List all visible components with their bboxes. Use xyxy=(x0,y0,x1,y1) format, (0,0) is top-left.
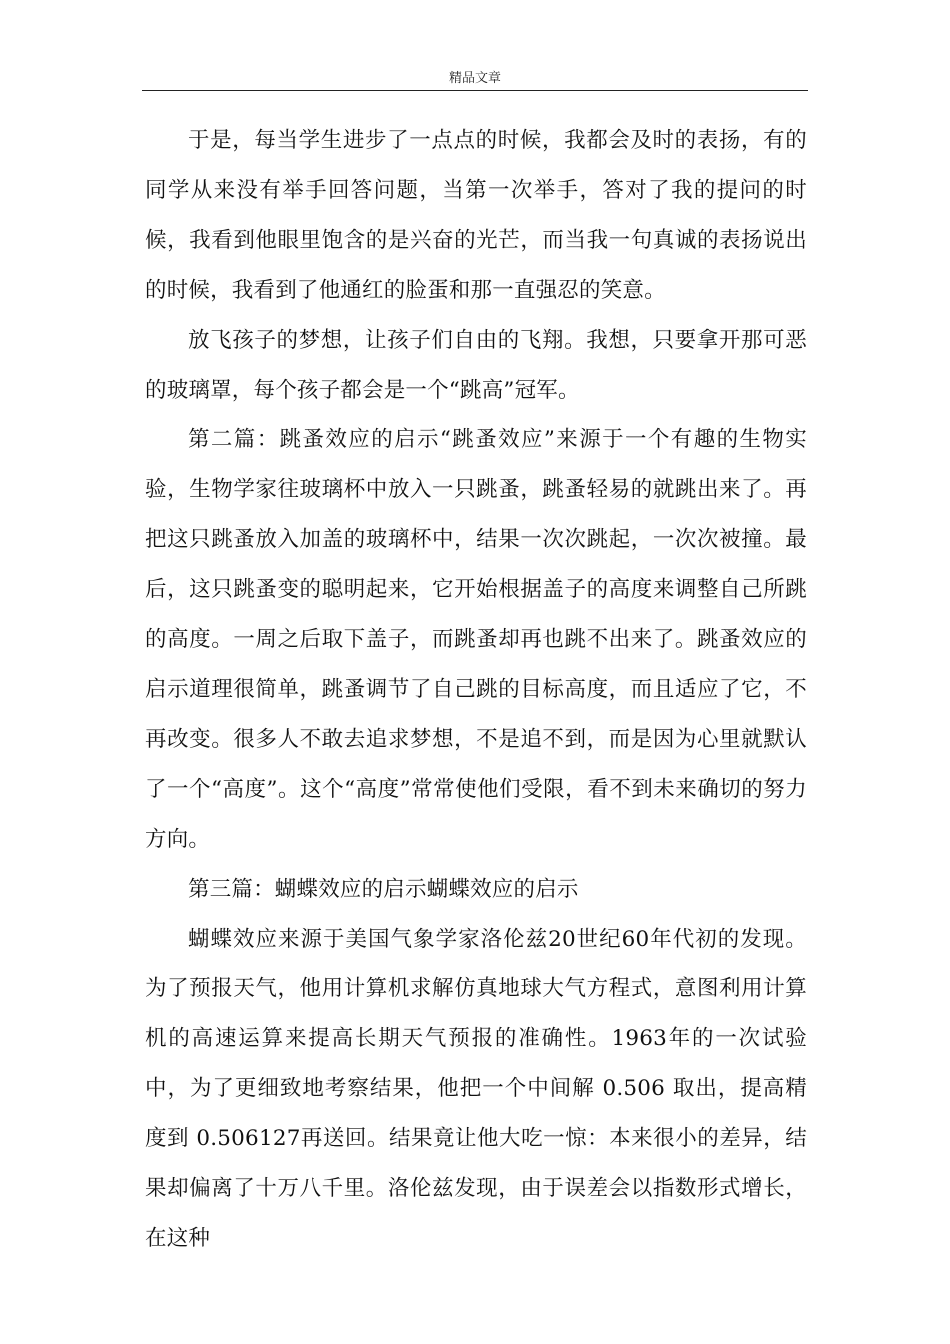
header-divider xyxy=(142,90,808,91)
paragraph-free-dreams: 放飞孩子的梦想，让孩子们自由的飞翔。我想，只要拿开那可恶的玻璃罩，每个孩子都会是一个“跳高”冠军。 xyxy=(145,327,807,403)
document-body xyxy=(145,116,807,1264)
paragraph-flea-effect: 第二篇：跳蚤效应的启示“跳蚤效应”来源于一个有趣的生物实验，生物学家往玻璃杯中放入一只跳蚤，跳蚤轻易的就跳出来了。再把这只跳蚤放入加盖的玻璃杯中，结果一次次跳起，一次次被撞。最后，这只跳蚤变的聪明起来，它开始根据盖子的高度来调整自己所跳的高度。一周之后取下盖子，而跳蚤却再也跳不出来了。跳蚤效应的启示道理很简单，跳蚤调节了自己跳的目标高度，而且适应了它，不再改变。很多人不敢去追求梦想，不是追不到，而是因为心里就默认了一个“高度”。这个“高度”常常使他们受限，看不到未来确切的努力方向。 xyxy=(145,427,807,852)
paragraph-praise-students: 于是，每当学生进步了一点点的时候，我都会及时的表扬，有的同学从来没有举手回答问题，当第一次举手，答对了我的提问的时候，我看到他眼里饱含的是兴奋的光芒，而当我一句真诚的表扬说出的时候，我看到了他通红的脸蛋和那一直强忍的笑意。 xyxy=(145,128,807,303)
paragraph-butterfly-effect: 蝴蝶效应来源于美国气象学家洛伦兹20世纪60年代初的发现。为了预报天气，他用计算机求解仿真地球大气方程式，意图利用计算机的高速运算来提高长期天气预报的准确性。1963年的一次试验中，为了更细致地考察结果，他把一个中间解 0.506 取出，提高精度到 0.506127再送回。结果竟让他大吃一惊：本来很小的差异，结果却偏离了十万八千里。洛伦兹发现，由于误差会以指数形式增长，在这种 xyxy=(145,926,807,1251)
page-header-title: 精品文章 xyxy=(448,71,501,86)
paragraph-butterfly-heading: 第三篇：蝴蝶效应的启示蝴蝶效应的启示 xyxy=(188,876,579,902)
